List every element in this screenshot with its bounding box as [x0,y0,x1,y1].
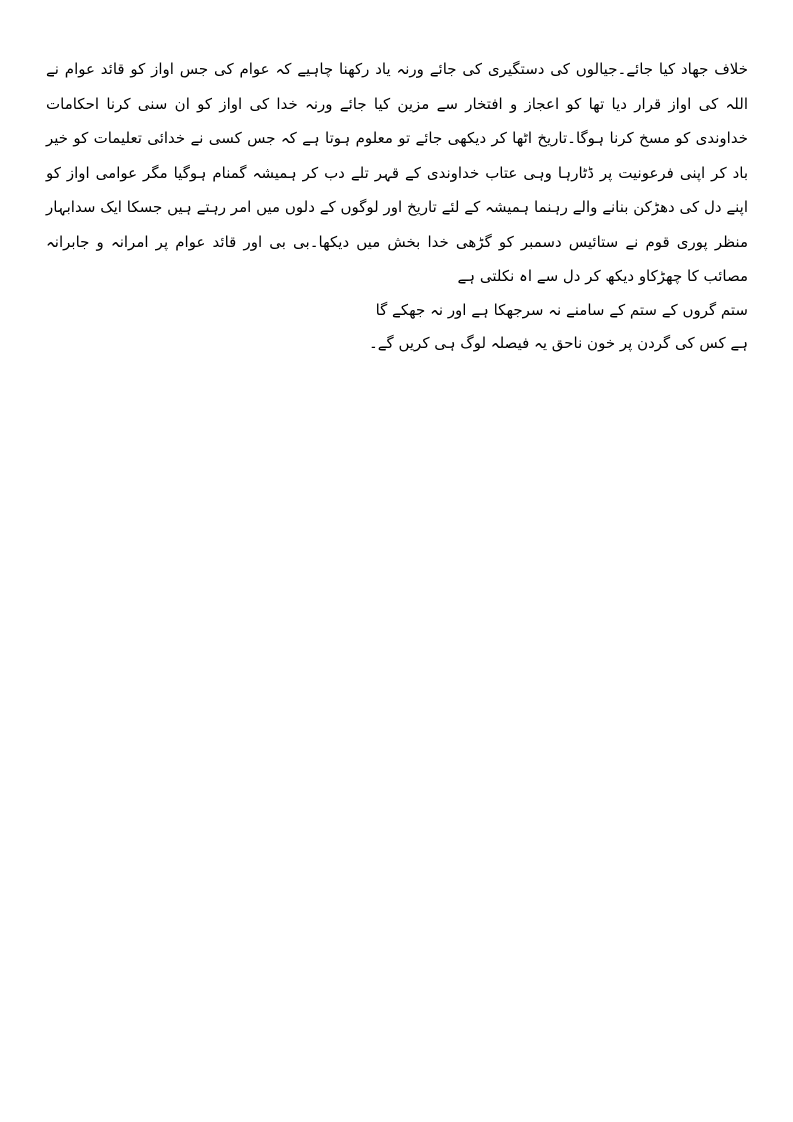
verse-line-1: ستم گروں کے ستم کے سامنے نہ سرجھکا ہے اور نہ جھکے گا [375,300,748,319]
urdu-text-block [46,52,748,360]
verse-line-2: ہے کس کی گردن پر خون ناحق یہ فیصلہ لوگ ہی کریں گے۔ [368,333,748,352]
body-paragraph: خلاف جهاد کیا جائے۔جیالوں کی دستگیری کی جائے ورنہ یاد رکھنا چاہیے کہ عوام کی جس اواز کو قائد عوام نے اللہ کی اواز قرار دیا تھا کو اعجاز و افتخار سے مزین کیا جائے ورنہ خدا کی اواز کو ان سنی کرنا احکامات خداوندی کو مسخ کرنا ہوگا۔تاریخ اٹھا کر دیکھی جائے تو معلوم ہوتا ہے کہ جس کسی نے خدائی تعلیمات کو خیر باد کر اپنی فرعونیت پر ڈٹارہا وہی عتاب خداوندی کے قہر تلے دب کر ہمیشہ گمنام ہوگیا مگر عوامی اواز کو اپنے دل کی دھڑکن بنانے والے رہنما ہمیشہ کے لئے تاریخ اور لوگوں کے دلوں میں امر رہتے ہیں جسکا ایک سدابہار منظر پوری قوم نے ستائیس دسمبر کو گڑھی خدا بخش میں دیکھا۔بی بی اور قائد عوام پر امرانہ و جابرانہ مصائب کا چھڑکاو دیکھ کر دل سے اہ نکلتی ہے [46,60,748,285]
